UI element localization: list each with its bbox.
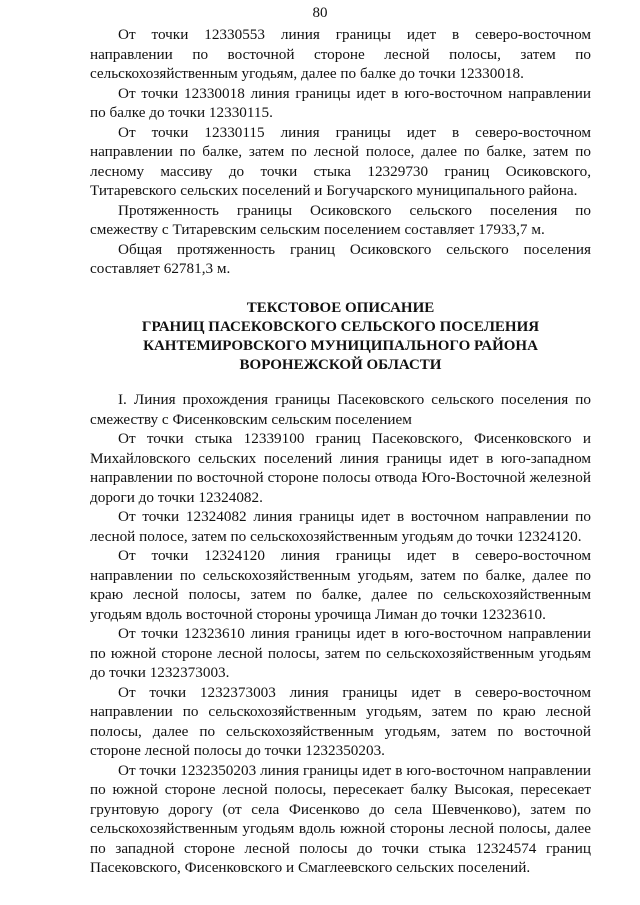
paragraph: От точки 12323610 линия границы идет в юго-восточном направлении по южной стороне лесной полосы, затем по сельскохозяйственным угодьям до точки 1232373003.	[90, 625, 591, 681]
paragraph: Протяженность границы Осиковского сельского поселения по смежеству с Титаревским сельским поселением составляет 17933,7 м.	[90, 201, 591, 238]
heading-line: ТЕКСТОВОЕ ОПИСАНИЕ	[246, 300, 435, 316]
heading-line: ГРАНИЦ ПАСЕКОВСКОГО СЕЛЬСКОГО ПОСЕЛЕНИЯ	[141, 319, 540, 335]
paragraph: От точки 12330115 линия границы идет в северо-восточном направлении по балке, затем по лесной полосе, далее по балке, затем по лесному массиву до точки стыка 12329730 границ Осиковского, Титаревского сельских поселений и Богучарского муниципального района.	[90, 123, 591, 199]
heading-line: ВОРОНЕЖСКОЙ ОБЛАСТИ	[239, 357, 442, 373]
paragraph: От точки 12330018 линия границы идет в юго-восточном направлении по балке до точки 12330115.	[90, 84, 591, 121]
paragraph: От точки 12324120 линия границы идет в северо-восточном направлении по сельскохозяйственным угодьям, затем по балке, далее по краю лесной полосы, затем по балке, далее по сельскохозяйственным угодьям вдоль восточной стороны урочища Лиман до точки 12323610.	[90, 547, 591, 623]
paragraph: Общая протяженность границ Осиковского сельского поселения составляет 62781,3 м.	[90, 240, 591, 277]
paragraph: От точки 1232350203 линия границы идет в юго-восточном направлении по южной стороне лесной полосы, пересекает балку Высокая, пересекает грунтовую дорогу (от села Фисенково до села Шевченково), затем по сельскохозяйственным угодьям вдоль южной стороны лесной полосы, далее по западной стороне лесной полосы до точки стыка 12324574 границ Пасековского, Фисенковского и Смаглеевского сельских поселений.	[90, 761, 591, 876]
page-number: 80	[312, 5, 328, 21]
top-text-block	[90, 25, 591, 279]
bottom-text-block	[90, 390, 591, 878]
paragraph: От точки 12330553 линия границы идет в северо-восточном направлении по восточной стороне лесной полосы, затем по сельскохозяйственным угодьям, далее по балке до точки 12330018.	[90, 26, 591, 82]
paragraph: От точки 12324082 линия границы идет в восточном направлении по лесной полосе, затем по сельскохозяйственным угодьям до точки 12324120.	[90, 508, 591, 545]
paragraph: От точки 1232373003 линия границы идет в северо-восточном направлении по сельскохозяйственным угодьям, затем по краю лесной полосы, далее по сельскохозяйственным угодьям, затем по восточной стороне лесной полосы до точки 1232350203.	[90, 683, 591, 759]
heading-line: КАНТЕМИРОВСКОГО МУНИЦИПАЛЬНОГО РАЙОНА	[143, 338, 538, 354]
paragraph: I. Линия прохождения границы Пасековского сельского поселения по смежеству с Фисенковским сельским поселением	[90, 391, 591, 428]
section-heading	[90, 299, 591, 375]
paragraph: От точки стыка 12339100 границ Пасековского, Фисенковского и Михайловского сельских поселений линия границы идет в юго-западном направлении по восточной стороне полосы отвода Юго-Восточной железной дороги до точки 12324082.	[90, 430, 591, 506]
